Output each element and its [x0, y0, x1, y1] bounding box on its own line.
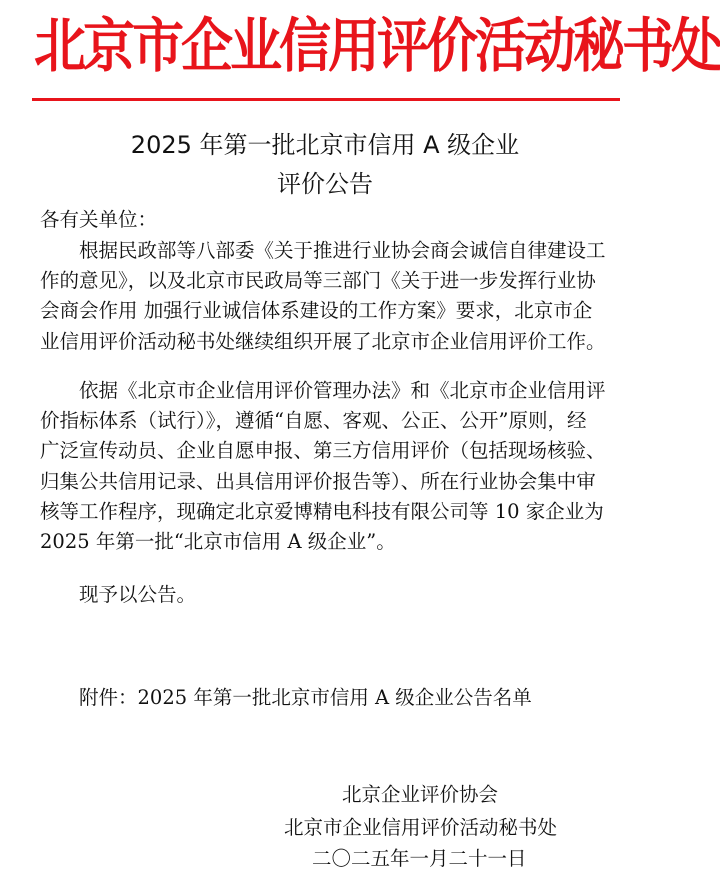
masthead-title: 北京市企业信用评价活动秘书处: [34, 13, 720, 81]
attachment-note: 附件：2025 年第一批北京市信用 A 级企业公告名单: [40, 686, 532, 709]
paragraph-3: 现予以公告。: [40, 583, 197, 606]
salutation: 各有关单位：: [40, 208, 158, 231]
paragraph-2-line: 广泛宣传动员、企业自愿申报、第三方信用评价（包括现场核验、: [40, 439, 606, 463]
paragraph-1-line: 会商会作用 加强行业诚信体系建设的工作方案》要求，北京市企: [40, 299, 593, 323]
paragraph-1-line: 作的意见》，以及北京市民政局等三部门《关于进一步发挥行业协: [40, 269, 596, 293]
paragraph-2-line: 价指标体系（试行）》，遵循“自愿、客观、公正、公开”原则，经: [40, 409, 587, 433]
paragraph-1: [40, 236, 620, 357]
paragraph-1-line: 根据民政部等八部委《关于推进行业协会商会诚信自律建设工: [40, 239, 606, 262]
masthead-red-rule: [32, 98, 620, 101]
paragraph-2-line: 归集公共信用记录、出具信用评价报告等）、所在行业协会集中审: [40, 469, 596, 493]
document-title-line-1: 2025 年第一批北京市信用 A 级企业: [130, 131, 520, 159]
signature-date: 二〇二五年一月二十一日: [312, 847, 527, 870]
paragraph-2-line: 2025 年第一批“北京市信用 A 级企业”。: [40, 529, 396, 553]
paragraph-1-line: 业信用评价活动秘书处继续组织开展了北京市企业信用评价工作。: [40, 329, 606, 353]
paragraph-2-line: 核等工作程序，现确定北京爱博精电科技有限公司等 10 家企业为: [40, 499, 604, 523]
signature-org-1: 北京企业评价协会: [342, 783, 499, 806]
paragraph-2: [40, 376, 620, 557]
masthead: [0, 0, 720, 102]
document-title-line-2: 评价公告: [277, 170, 373, 198]
signature-org-2: 北京市企业信用评价活动秘书处: [284, 816, 558, 839]
paragraph-2-line: 依据《北京市企业信用评价管理办法》和《北京市企业信用评: [40, 379, 606, 402]
